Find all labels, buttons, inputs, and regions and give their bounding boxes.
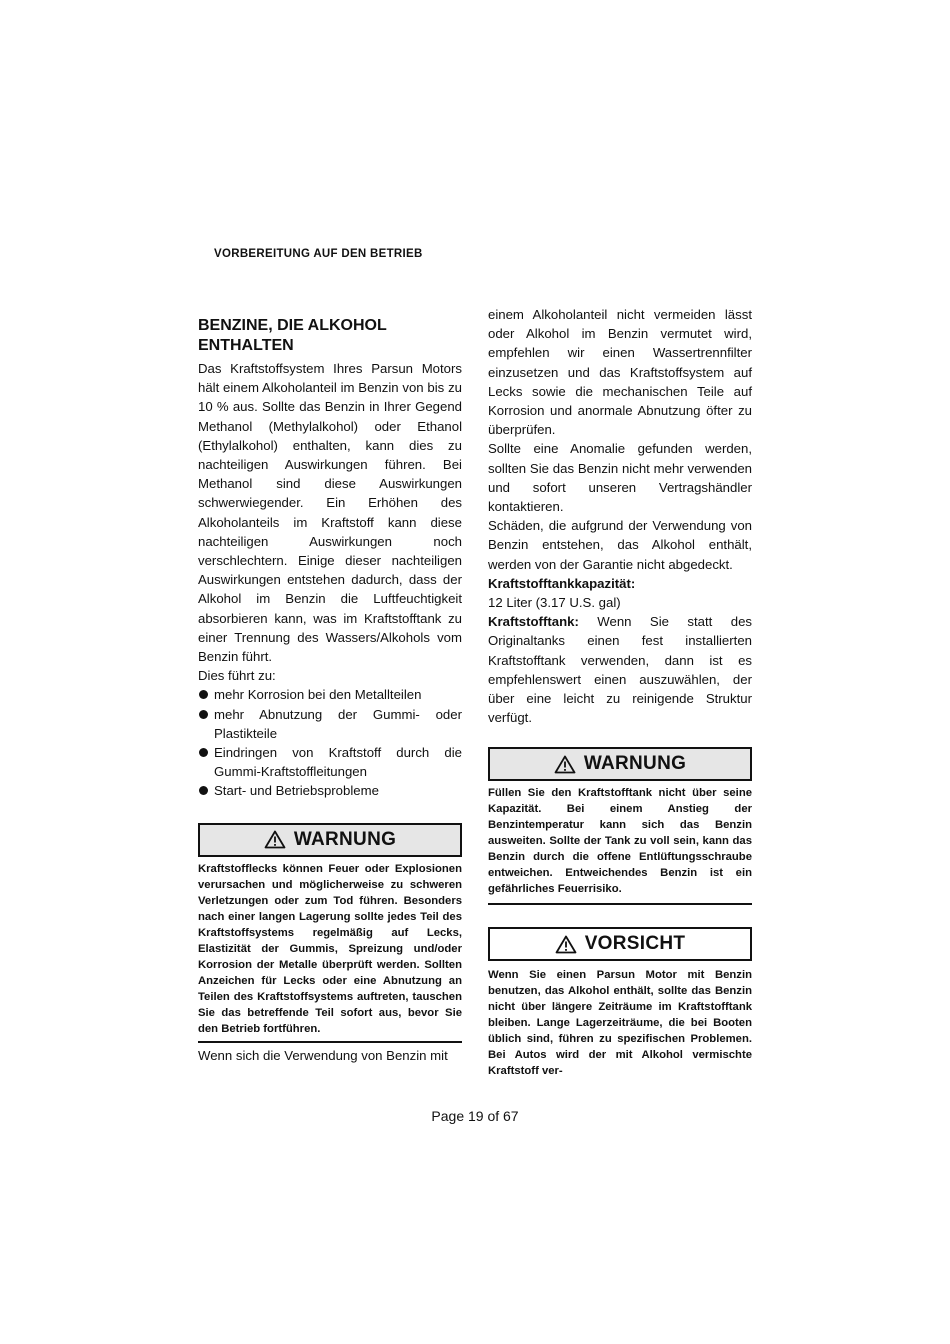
list-item: Start- und Betriebsprobleme [198, 781, 462, 800]
bullet-dot-icon [199, 710, 208, 719]
warning-triangle-icon [554, 755, 576, 774]
paragraph-water-separator: einem Alkoholanteil nicht vermeiden lässt oder Alkohol im Benzin vermutet wird, empfehlen wir einen Wassertrennfilter einzusetzen und das Kraftstoffsystem auf Lecks sowie die mechanischen Teile auf Korrosion und anormale Abnutzung öfter zu überprüfen. [488, 307, 752, 438]
warning-title: WARNUNG [583, 753, 687, 775]
caution-box-header [488, 927, 752, 961]
section-header: VORBEREITUNG AUF DEN BETRIEB [214, 248, 423, 260]
caution-title: VORSICHT [584, 933, 686, 955]
section-title: BENZINE, DIE ALKOHOL ENTHALTEN [198, 317, 387, 354]
capacity-value: 12 Liter (3.17 U.S. gal) [488, 595, 621, 611]
bullet-dot-icon [199, 748, 208, 757]
warning-triangle-icon [555, 935, 577, 954]
warning-box-header [488, 747, 752, 781]
tank-text: Wenn Sie statt des Originaltanks einen fest installierten Kraftstofftank verwenden, dann ist es empfehlenswert einen auszuwählen, der über eine leicht zu reinigende Struktur verfügt. [488, 614, 752, 726]
page-number: Page 19 of 67 [431, 1108, 519, 1124]
list-item: Eindringen von Kraftstoff durch die Gummi-Kraftstoffleitungen [198, 743, 462, 781]
tank-paragraph [488, 612, 752, 727]
paragraph-warranty: Schäden, die aufgrund der Verwendung von Benzin entstehen, das Alkohol enthält, werden von der Garantie nicht abgedeckt. [488, 518, 752, 572]
left-column [198, 316, 462, 1065]
divider [198, 1041, 462, 1043]
bullet-dot-icon [199, 786, 208, 795]
bullet-dot-icon [199, 690, 208, 699]
leads-to-label: Dies führt zu: [198, 668, 276, 684]
warning-text: Kraftstofflecks können Feuer oder Explosionen verursachen und möglicherweise zu schweren Verletzungen oder zum Tod führen. Besonders nach einer langen Lagerung sollte jedes Teil des Kraftstoffsystems regelmäßig auf Lecks, Elastizität der Gummis, Spreizung und/oder Korrosion der Metalle überprüft werden. Sollten Anzeichen für Lecks oder eine Abnutzung an Teilen des Kraftstoffsystems auftreten, tauschen Sie das betreffende Teil sofort aus, bevor Sie den Betrieb fortführen. [198, 862, 462, 1035]
warning-title: WARNUNG [293, 828, 397, 850]
warning-triangle-icon [264, 830, 286, 849]
effects-list [198, 685, 462, 800]
caution-text: Wenn Sie einen Parsun Motor mit Benzin benutzen, das Alkohol enthält, sollte das Benzin nicht über längere Zeiträume im Kraftstofftank bleiben. Lange Lagerzeiträume, die bei Booten üblich sind, führen zu spezifischen Problemen. Bei Autos wird der mit Alkohol vermischte Kraftstoff ver- [488, 969, 752, 1078]
paragraph-anomaly: Sollte eine Anomalie gefunden werden, sollten Sie das Benzin nicht mehr verwenden und sofort unseren Vertragshändler kontaktieren. [488, 441, 752, 515]
capacity-label: Kraftstofftankkapazität: [488, 575, 636, 591]
continued-paragraph: Wenn sich die Verwendung von Benzin mit [198, 1047, 448, 1063]
warning-text: Füllen Sie den Kraftstofftank nicht über seine Kapazität. Bei einem Anstieg der Benzintemperatur kann sich das Benzin ausweiten. Sollte der Tank zu voll sein, kann das Benzin durch die offene Entlüftungsschraube entweichen. Entweichendes Benzin ist ein gefährliches Feuerrisiko. [488, 787, 752, 896]
list-item: mehr Korrosion bei den Metallteilen [198, 685, 462, 704]
divider [488, 903, 752, 905]
list-item: mehr Abnutzung der Gummi- oder Plastikteile [198, 705, 462, 743]
right-column [488, 305, 752, 1079]
tank-label: Kraftstofftank: [488, 614, 579, 630]
intro-paragraph: Das Kraftstoffsystem Ihres Parsun Motors hält einem Alkoholanteil im Benzin von bis zu 10 % aus. Sollte das Benzin in Ihrer Gegend Methanol (Methylalkohol) oder Ethanol (Ethylalkohol) enthalten, kann dies zu nachteiligen Auswirkungen führen. Bei Methanol sind diese Auswirkungen schwerwiegender. Ein Erhöhen des Alkoholanteils im Kraftstoff kann diese nachteiligen Auswirkungen noch verschlechtern. Einige dieser nachteiligen Auswirkungen entstehen dadurch, dass der Alkohol im Benzin die Luftfeuchtigkeit absorbieren kann, was im Kraftstofftank zu einer Trennung des Wassers/Alkohols vom Benzin führt. [198, 361, 462, 665]
warning-box-header [198, 823, 462, 857]
